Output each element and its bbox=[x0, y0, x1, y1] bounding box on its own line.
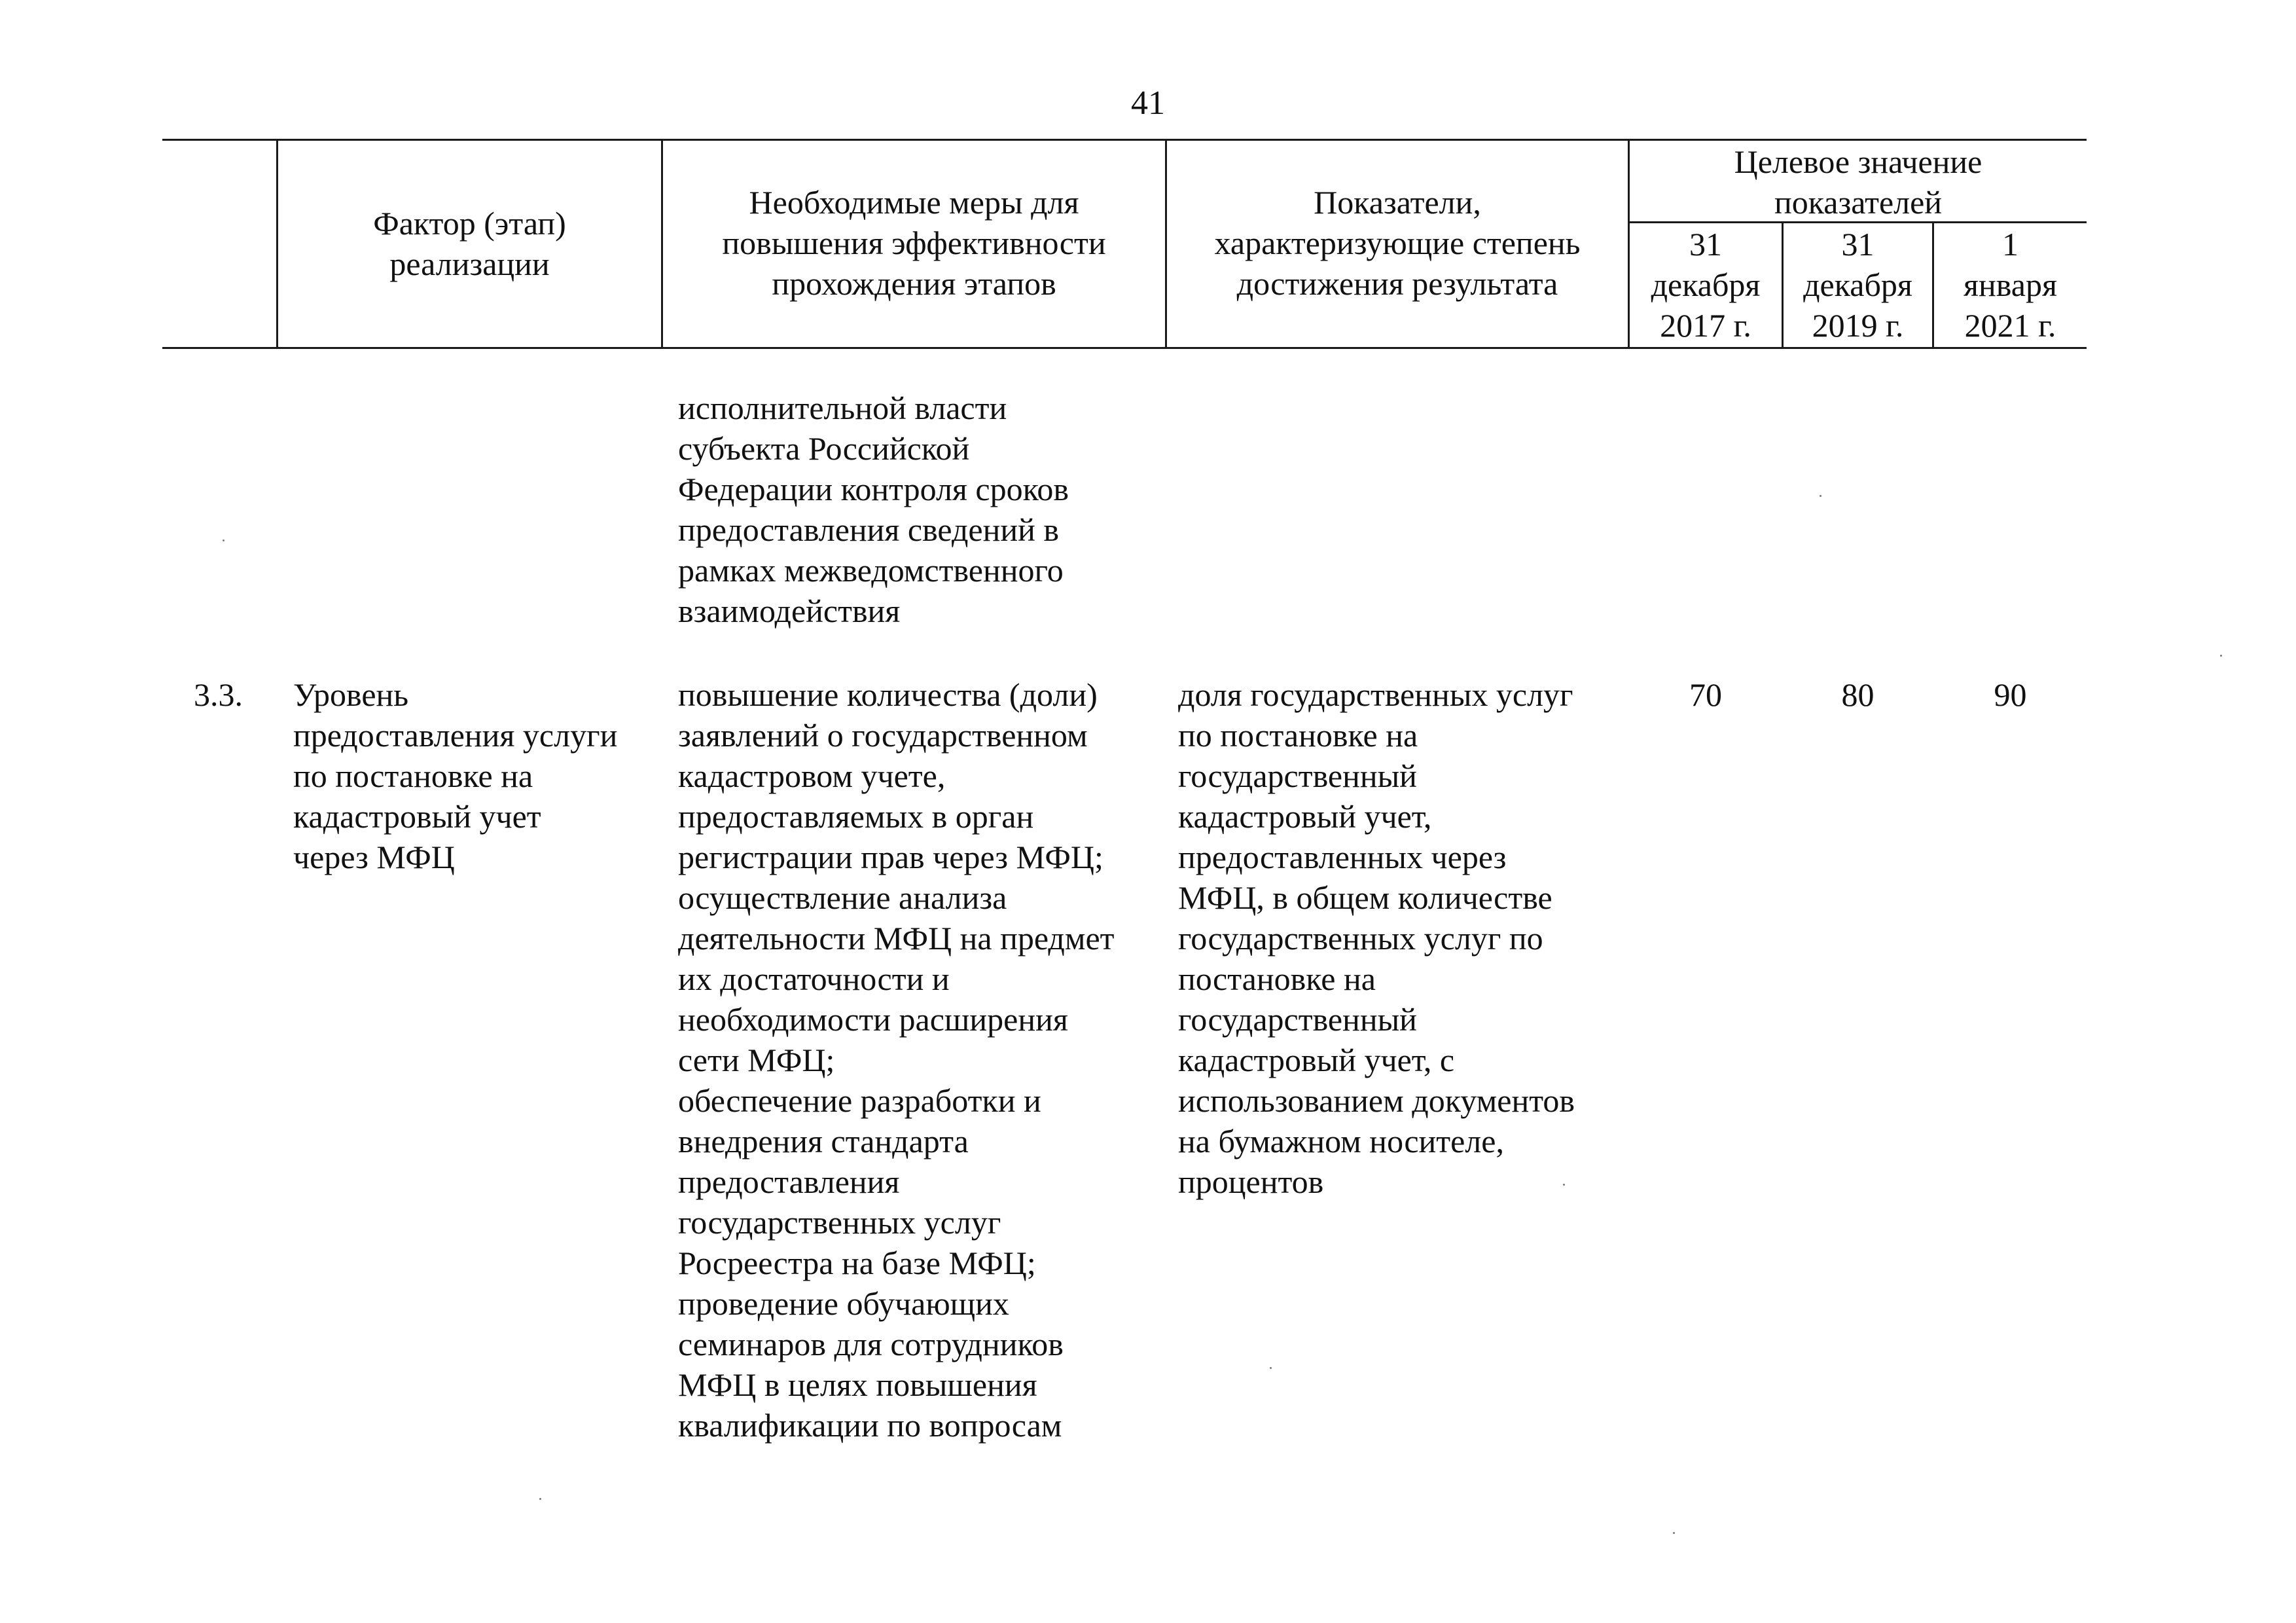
scan-speck bbox=[223, 539, 224, 541]
header-target-values: Целевое значение показателей bbox=[1734, 143, 1982, 221]
page-number: 41 bbox=[1131, 84, 1165, 122]
header-date-2021: 1 января 2021 г. bbox=[1964, 226, 2057, 344]
row-indicator: доля государственных услуг по постановке на государственный кадастровый учет, предоставленных через МФЦ, в общем количестве государственных услуг по постановке на государственный кадастровый учет, с использованием документов на бумажном носителе, процентов bbox=[1178, 676, 1575, 1200]
scan-speck bbox=[539, 1498, 541, 1500]
scan-speck bbox=[1820, 495, 1821, 497]
header-top-border bbox=[162, 139, 2087, 141]
row-factor: Уровень предоставления услуги по постановке на кадастровый учет через МФЦ bbox=[293, 676, 618, 875]
continuation-measures-text: исполнительной власти субъекта Российской Федерации контроля сроков предоставления сведений в рамках межведомственного взаимодействия bbox=[678, 390, 1069, 629]
header-bottom-border bbox=[162, 347, 2087, 349]
row-value-2021: 90 bbox=[1994, 676, 2027, 713]
scan-speck bbox=[1270, 1367, 1272, 1369]
scan-speck bbox=[1673, 1532, 1675, 1534]
header-factor: Фактор (этап) реализации bbox=[373, 205, 566, 282]
header-date-2017: 31 декабря 2017 г. bbox=[1651, 226, 1761, 344]
row-measures: повышение количества (доли) заявлений о государственном кадастровом учете, предоставляемых в орган регистрации прав через МФЦ; осуществление анализа деятельности МФЦ на предмет их достаточности и необходимости расширения сети МФЦ; обеспечение разработки и внедрения стандарта предоставления государственных услуг Росреестра на базе МФЦ; проведение обучающих семинаров для сотрудников МФЦ в целях повышения квалификации по вопросам bbox=[678, 676, 1115, 1444]
header-measures: Необходимые меры для повышения эффективности прохождения этапов bbox=[722, 184, 1106, 302]
row-value-2017: 70 bbox=[1689, 676, 1722, 713]
scan-speck bbox=[1563, 1184, 1565, 1186]
row-number: 3.3. bbox=[194, 676, 243, 713]
header-indicators: Показатели, характеризующие степень достижения результата bbox=[1214, 184, 1581, 302]
row-value-2019: 80 bbox=[1841, 676, 1874, 713]
header-date-2019: 31 декабря 2019 г. bbox=[1803, 226, 1912, 344]
scan-speck bbox=[2220, 655, 2222, 657]
